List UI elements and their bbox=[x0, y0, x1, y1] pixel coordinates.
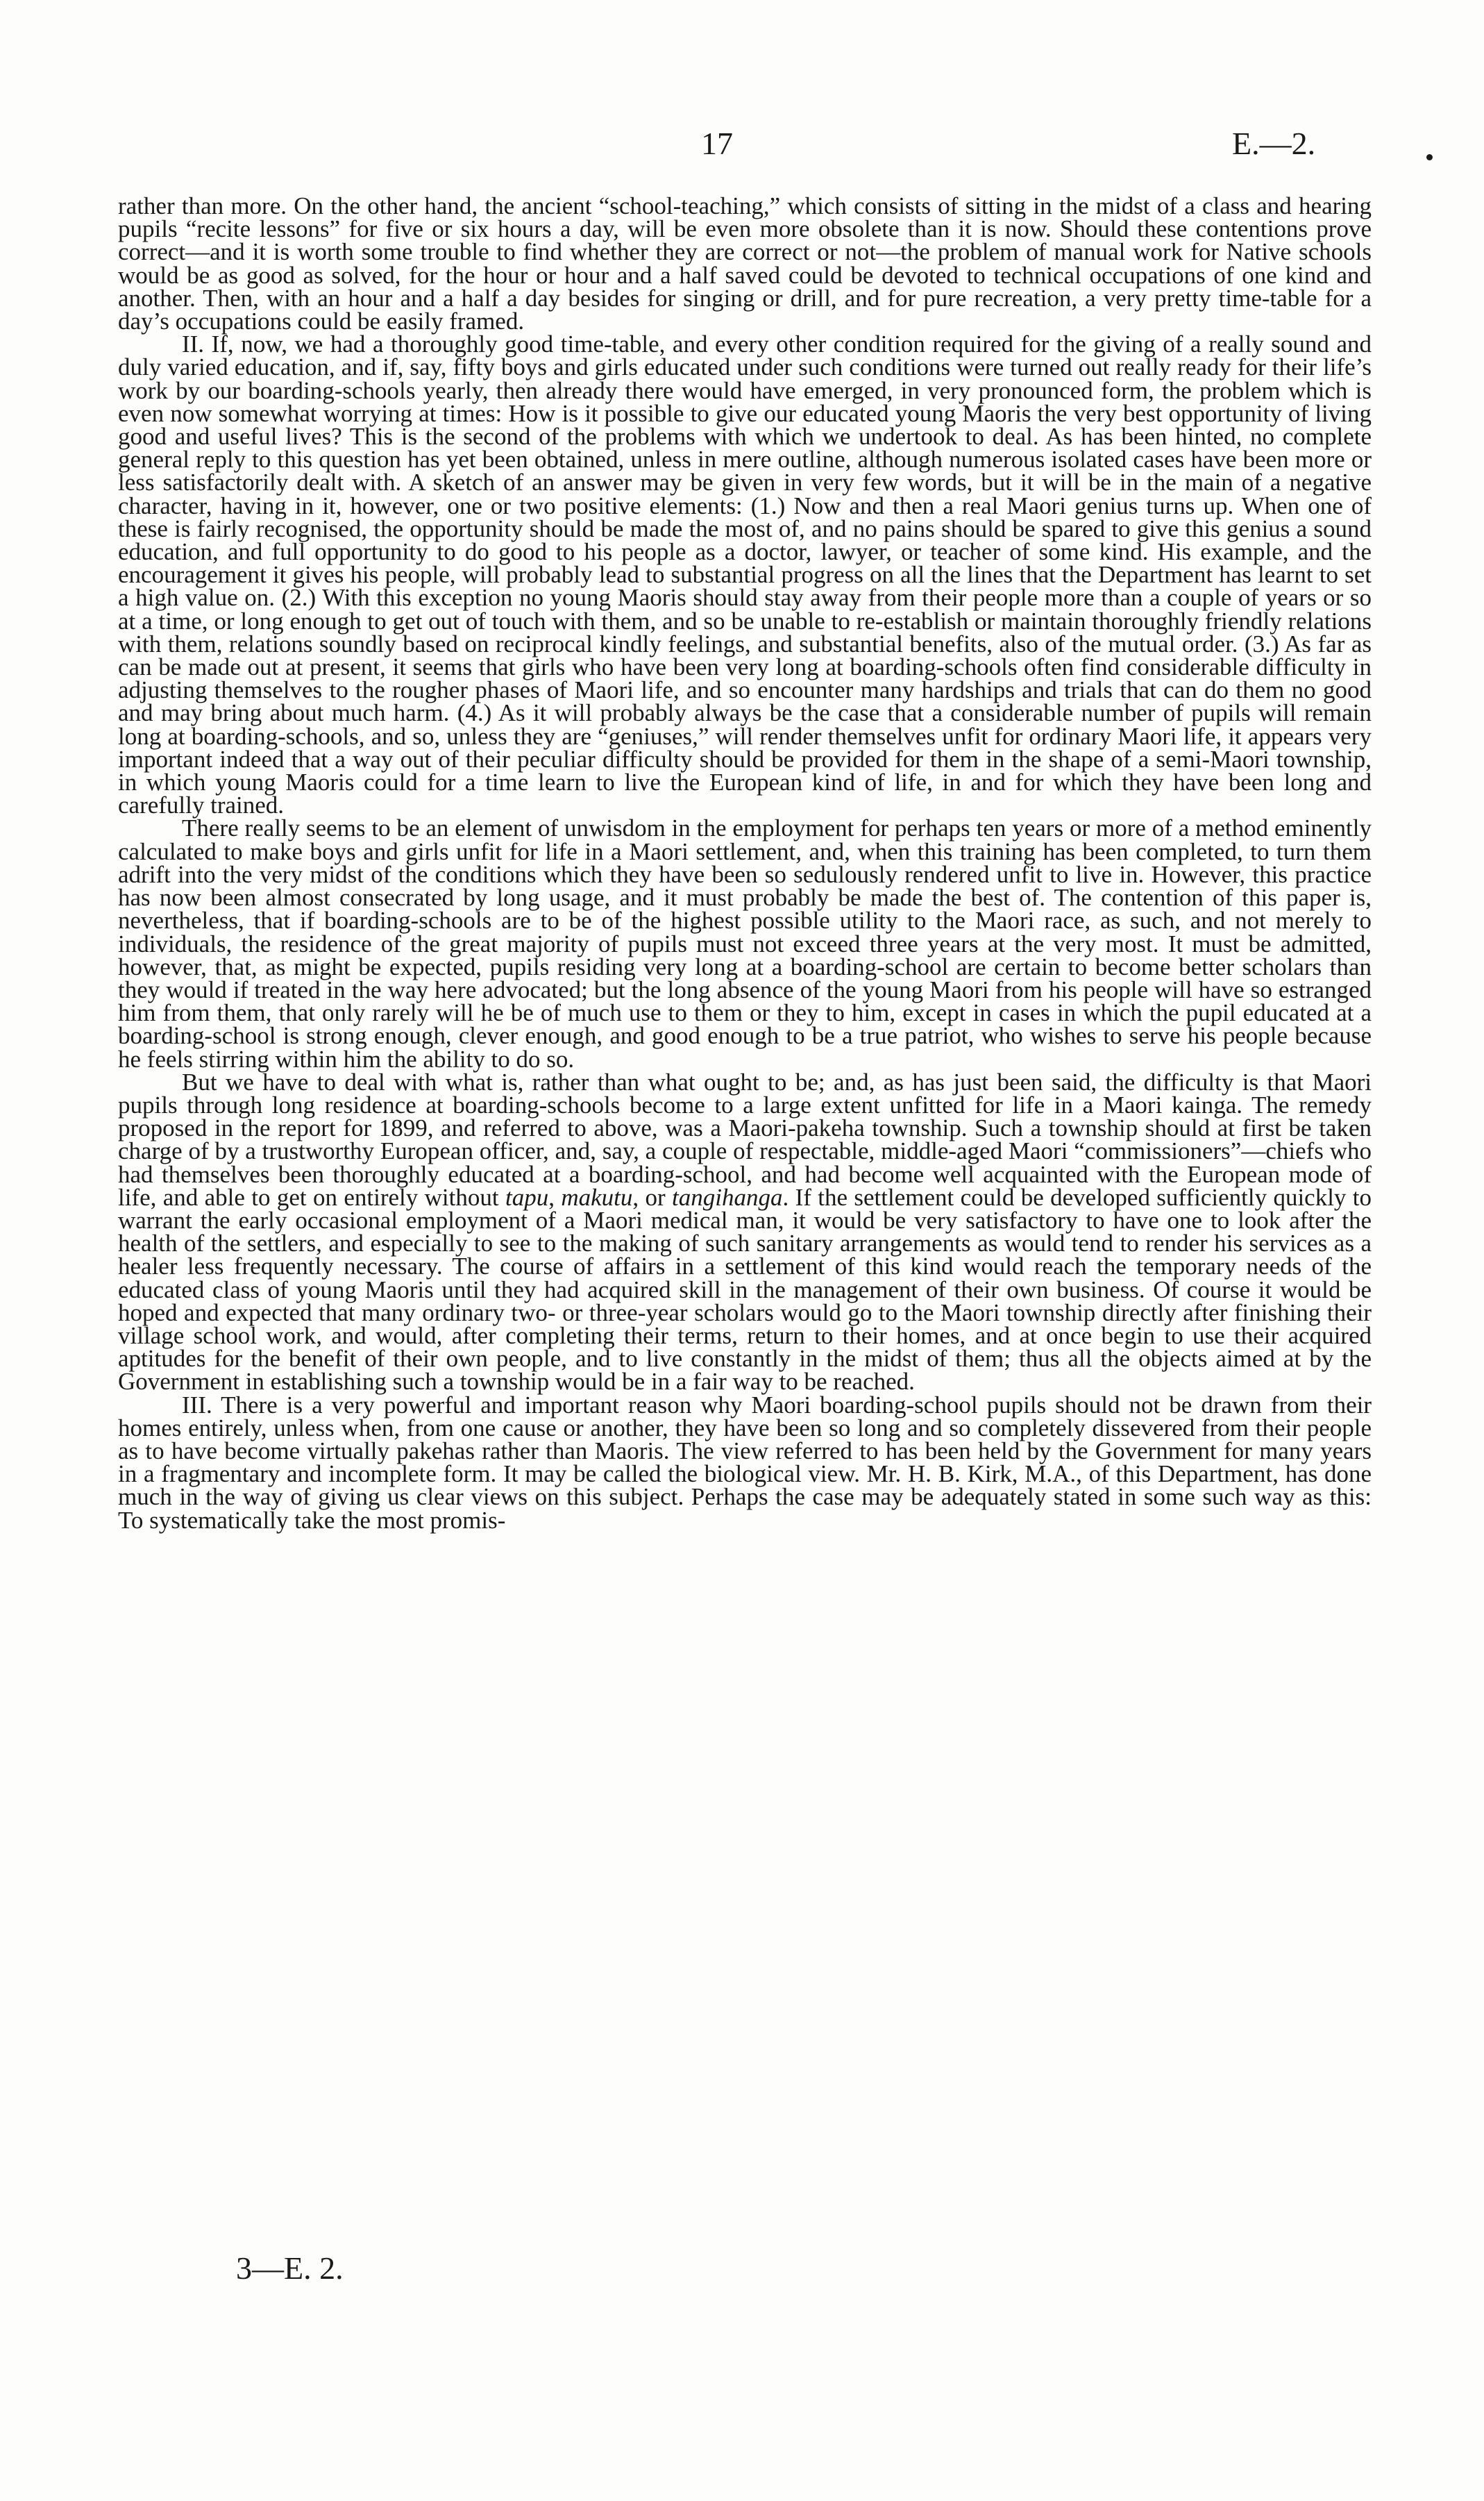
paragraph-5: III. There is a very powerful and important reason why Maori boarding-school pupils should not be drawn from their homes entirely, unless when, from one cause or another, they have been so long and so completely dissevered from their people as to have become virtually pakehas rather than Maoris. The view referred to has been held by the Government for many years in a fragmentary and incomplete form. It may be called the biological view. Mr. H. B. Kirk, M.A., of this Department, has done much in the way of giving us clear views on this subject. Perhaps the case may be adequately stated in some such way as this: To systematically take the most promis- bbox=[118, 1391, 1372, 1534]
body-text bbox=[118, 194, 1372, 1532]
signature-mark: 3—E. 2. bbox=[236, 2250, 344, 2286]
term-tapu: tapu bbox=[505, 1183, 549, 1211]
paragraph-4-after: . If the settlement could be developed sufficiently quickly to warrant the early occasional employment of a Maori medical man, it would be very satisfactory to have one to look after the health of the settlers, and especially to see to the making of such sanitary arrangements as would tend to render his services as a healer less frequently necessary. The course of affairs in a settlement of this kind would reach the temporary needs of the educated class of young Maoris until they had acquired skill in the management of their own business. Of course it would be hoped and expected that many ordinary two- or three-year scholars would go to the Maori township directly after finishing their village school work, and would, after completing their terms, return to their homes, and at once begin to use their acquired aptitudes for the benefit of their own people, and to live constantly in the midst of them; thus all the objects aimed at by the Government in establishing such a township would be in a fair way to be reached. bbox=[118, 1183, 1372, 1396]
paragraph-4-before: But we have to deal with what is, rather than what ought to be; and, as has just been said, the difficulty is that Maori pupils through long residence at boarding-schools become to a large extent unfitted for life in a Maori kainga. The remedy proposed in the report for 1899, and referred to above, was a Maori-pakeha township. Such a township should at first be taken charge of by a trustworthy European officer, and, say, a couple of respectable, middle-aged Maori “commissioners”—chiefs who had themselves been thoroughly educated at a boarding-school, and had become well acquainted with the European mode of life, and able to get on entirely without bbox=[118, 1068, 1372, 1211]
separator: , or bbox=[632, 1183, 673, 1211]
page-number: 17 bbox=[701, 126, 733, 161]
paragraph-4 bbox=[118, 1068, 1372, 1396]
term-makutu: makutu bbox=[561, 1183, 633, 1211]
separator: , bbox=[548, 1183, 562, 1211]
paragraph-2: II. If, now, we had a thoroughly good time-table, and every other condition required for the giving of a really sound and duly varied education, and if, say, fifty boys and girls educated under such conditions were turned out really ready for their life’s work by our boarding-schools yearly, then already there would have emerged, in very pronounced form, the problem which is even now somewhat worrying at times: How is it possible to give our educated young Maoris the very best opportunity of living good and useful lives? This is the second of the problems with which we undertook to deal. As has been hinted, no complete general reply to this question has yet been obtained, unless in mere outline, although numerous isolated cases have been more or less satisfactorily dealt with. A sketch of an answer may be given in very few words, but it will be in the main of a negative character, having in it, however, one or two positive elements: (1.) Now and then a real Maori genius turns up. When one of these is fairly recognised, the opportunity should be made the most of, and no pains should be spared to give this genius a sound education, and full opportunity to do good to his people as a doctor, lawyer, or teacher of some kind. His example, and the encouragement it gives his people, will probably lead to substantial progress on all the lines that the Department has learnt to set a high value on. (2.) With this exception no young Maoris should stay away from their people more than a couple of years or so at a time, or long enough to get out of touch with them, and so be unable to re-establish or maintain thoroughly friendly relations with them, relations soundly based on reciprocal kindly feelings, and substantial benefits, also of the mutual order. (3.) As far as can be made out at present, it seems that girls who have been very long at boarding-schools often find considerable difficulty in adjusting themselves to the rougher phases of Maori life, and so encounter many hardships and trials that can do them no good and may bring about much harm. (4.) As it will probably always be the case that a considerable number of pupils will remain long at boarding-schools, and so, unless they are “geniuses,” will render themselves unfit for ordinary Maori life, it appears very important indeed that a way out of their peculiar difficulty should be provided for them in the shape of a semi-Maori township, in which young Maoris could for a time learn to live the European kind of life, in and for which they have been long and carefully trained. bbox=[118, 331, 1372, 819]
ink-speck bbox=[1426, 154, 1433, 160]
term-tangihanga: tangihanga bbox=[672, 1183, 783, 1211]
series-code: E.—2. bbox=[1232, 126, 1316, 161]
paragraph-3: There really seems to be an element of unwisdom in the employment for perhaps ten years or more of a method eminently calculated to make boys and girls unfit for life in a Maori settlement, and, when this training has been completed, to turn them adrift into the very midst of the conditions which they have been so sedulously rendered unfit to live in. However, this practice has now been almost consecrated by long usage, and it must probably be made the best of. The contention of this paper is, nevertheless, that if boarding-schools are to be of the highest possible utility to the Maori race, as such, and not merely to individuals, the residence of the great majority of pupils must not exceed three years at the very most. It must be admitted, however, that, as might be expected, pupils residing very long at a boarding-school are certain to become better scholars than they would if treated in the way here advocated; but the long absence of the young Maori from his people will have so estranged him from them, that only rarely will he be of much use to them or they to him, except in cases in which the pupil educated at a boarding-school is strong enough, clever enough, and good enough to be a true patriot, who wishes to serve his people because he feels stirring within him the ability to do so. bbox=[118, 814, 1372, 1073]
paragraph-1: rather than more. On the other hand, the ancient “school-teaching,” which consists of sitting in the midst of a class and hearing pupils “recite lessons” for five or six hours a day, will be even more obsolete than it is now. Should these contentions prove correct—and it is worth some trouble to find whether they are correct or not—the problem of manual work for Native schools would be as good as solved, for the hour or hour and a half saved could be devoted to technical occupations of one kind and another. Then, with an hour and a half a day besides for singing or drill, and for pure recreation, a very pretty time-table for a day’s occupations could be easily framed. bbox=[118, 192, 1372, 335]
